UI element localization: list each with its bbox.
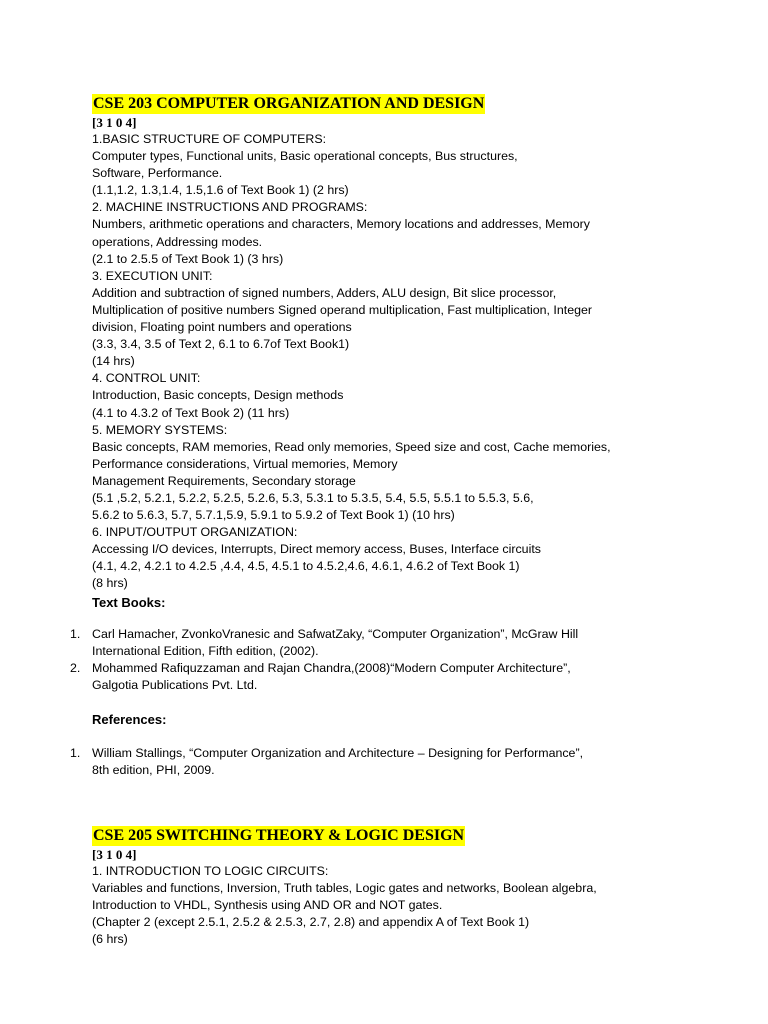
- syllabus-line: (4.1, 4.2, 4.2.1 to 4.2.5 ,4.4, 4.5, 4.5.1 to 4.5.2,4.6, 4.6.1, 4.6.2 of Text Book 1): [92, 559, 520, 574]
- syllabus-line: Addition and subtraction of signed numbers, Adders, ALU design, Bit slice processor,: [92, 285, 557, 300]
- syllabus-line: (5.1 ,5.2, 5.2.1, 5.2.2, 5.2.5, 5.2.6, 5.3, 5.3.1 to 5.3.5, 5.4, 5.5, 5.5.1 to 5.5.3, 5.6,: [92, 490, 534, 505]
- list-item: [70, 660, 752, 694]
- syllabus-line: (1.1,1.2, 1.3,1.4, 1.5,1.6 of Text Book 1) (2 hrs): [92, 183, 349, 198]
- syllabus-line: Computer types, Functional units, Basic operational concepts, Bus structures,: [92, 149, 518, 164]
- syllabus-line: 1. INTRODUCTION TO LOGIC CIRCUITS:: [92, 863, 329, 878]
- textbooks-list: [70, 626, 752, 694]
- syllabus-line: Management Requirements, Secondary storage: [92, 473, 356, 488]
- syllabus-line: Software, Performance.: [92, 166, 223, 181]
- list-item-line: Mohammed Rafiquzzaman and Rajan Chandra,(2008)“Modern Computer Architecture”,: [92, 660, 571, 675]
- list-item-line: 8th edition, PHI, 2009.: [92, 762, 215, 777]
- course-section-cse205: [92, 826, 752, 948]
- list-number: 1.: [70, 745, 81, 760]
- syllabus-body: [92, 863, 752, 948]
- references-heading: References:: [92, 711, 167, 727]
- syllabus-line: (2.1 to 2.5.5 of Text Book 1) (3 hrs): [92, 251, 284, 266]
- syllabus-line: division, Floating point numbers and operations: [92, 320, 352, 335]
- syllabus-body: [92, 131, 752, 593]
- textbooks-heading: Text Books:: [92, 594, 166, 610]
- list-number: 1.: [70, 626, 81, 641]
- syllabus-line: 5. MEMORY SYSTEMS:: [92, 422, 228, 437]
- course-credits: [3 1 0 4]: [92, 846, 137, 862]
- syllabus-line: Accessing I/O devices, Interrupts, Direct memory access, Buses, Interface circuits: [92, 542, 541, 557]
- syllabus-line: 3. EXECUTION UNIT:: [92, 268, 213, 283]
- syllabus-line: (3.3, 3.4, 3.5 of Text 2, 6.1 to 6.7of Text Book1): [92, 337, 350, 352]
- syllabus-line: Variables and functions, Inversion, Truth tables, Logic gates and networks, Boolean algebra,: [92, 880, 597, 895]
- syllabus-line: (4.1 to 4.3.2 of Text Book 2) (11 hrs): [92, 405, 290, 420]
- syllabus-line: Introduction to VHDL, Synthesis using AND OR and NOT gates.: [92, 897, 443, 912]
- syllabus-line: 5.6.2 to 5.6.3, 5.7, 5.7.1,5.9, 5.9.1 to 5.9.2 of Text Book 1) (10 hrs): [92, 508, 455, 523]
- list-item-line: Galgotia Publications Pvt. Ltd.: [92, 677, 258, 692]
- syllabus-line: operations, Addressing modes.: [92, 234, 263, 249]
- course-title: CSE 205 SWITCHING THEORY & LOGIC DESIGN: [93, 826, 465, 844]
- document-content: [70, 94, 752, 948]
- syllabus-line: 1.BASIC STRUCTURE OF COMPUTERS:: [92, 132, 327, 146]
- syllabus-line: 2. MACHINE INSTRUCTIONS AND PROGRAMS:: [92, 200, 368, 215]
- syllabus-line: (6 hrs): [92, 931, 128, 946]
- syllabus-line: Performance considerations, Virtual memories, Memory: [92, 456, 398, 471]
- list-item-line: Carl Hamacher, ZvonkoVranesic and SafwatZaky, “Computer Organization”, McGraw Hill: [92, 626, 579, 641]
- syllabus-line: (8 hrs): [92, 576, 128, 591]
- course-title: CSE 203 COMPUTER ORGANIZATION AND DESIGN: [93, 95, 485, 112]
- syllabus-line: 4. CONTROL UNIT:: [92, 371, 201, 386]
- references-list: [70, 745, 752, 779]
- syllabus-line: (14 hrs): [92, 354, 135, 369]
- list-item: [70, 745, 752, 779]
- syllabus-line: Basic concepts, RAM memories, Read only memories, Speed size and cost, Cache memories,: [92, 439, 611, 454]
- list-number: 2.: [70, 660, 81, 675]
- syllabus-line: (Chapter 2 (except 2.5.1, 2.5.2 & 2.5.3, 2.7, 2.8) and appendix A of Text Book 1): [92, 914, 530, 929]
- syllabus-line: Multiplication of positive numbers Signed operand multiplication, Fast multiplication, Integer: [92, 302, 593, 317]
- course-credits: [3 1 0 4]: [92, 115, 137, 130]
- syllabus-line: Introduction, Basic concepts, Design methods: [92, 388, 344, 403]
- course-section-cse203: [70, 94, 752, 779]
- syllabus-line: Numbers, arithmetic operations and characters, Memory locations and addresses, Memory: [92, 217, 590, 232]
- list-item-line: William Stallings, “Computer Organization and Architecture – Designing for Performance”,: [92, 745, 584, 760]
- list-item-line: International Edition, Fifth edition, (2002).: [92, 643, 319, 658]
- syllabus-line: 6. INPUT/OUTPUT ORGANIZATION:: [92, 525, 298, 540]
- list-item: [70, 626, 752, 660]
